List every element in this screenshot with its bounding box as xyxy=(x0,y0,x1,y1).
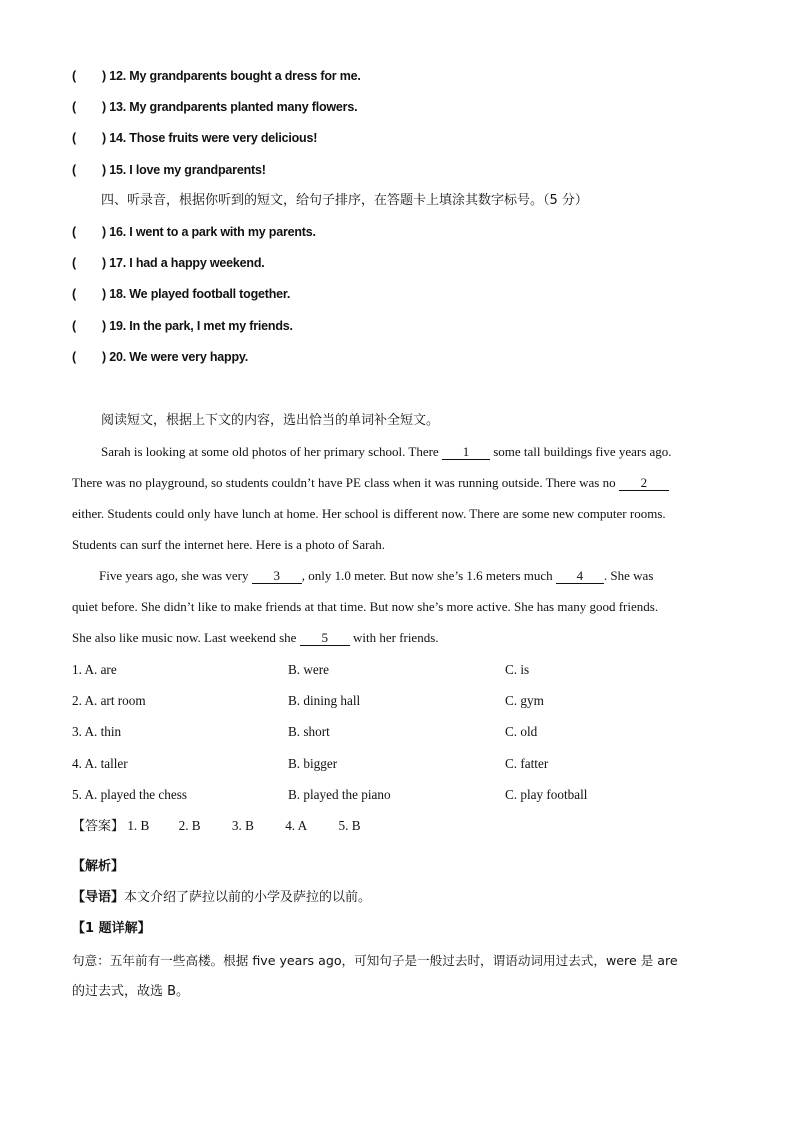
question-text: 16. I went to a park with my parents. xyxy=(109,225,316,239)
option-a: 5. A. played the chess xyxy=(72,787,187,802)
option-b: B. short xyxy=(288,724,330,739)
analysis-label: 【解析】 xyxy=(72,859,125,874)
answer-label: 【答案】 xyxy=(72,819,125,834)
section-4-heading: 四、听录音，根据你听到的短文，给句子排序，在答题卡上填涂其数字标号。（5 分） xyxy=(101,193,588,208)
option-a: 4. A. taller xyxy=(72,756,128,771)
question-12: ( ) 12. My grandparents bought a dress for me. xyxy=(72,69,361,83)
option-b: B. bigger xyxy=(288,756,338,771)
reading-instruction: 阅读短文，根据上下文的内容，选出恰当的单词补全短文。 xyxy=(101,413,440,428)
answer-paren: ( xyxy=(72,100,76,114)
option-b: B. played the piano xyxy=(288,787,391,802)
intro-text: 本文介绍了萨拉以前的小学及萨拉的以前。 xyxy=(124,890,372,905)
answer-paren: ( xyxy=(72,319,76,333)
option-c: C. is xyxy=(505,662,530,677)
passage-line: either. Students could only have lunch at home. Her school is different now. There are some new computer rooms. xyxy=(72,506,666,521)
answer-item: 3. B xyxy=(231,818,254,833)
option-b: B. were xyxy=(288,662,330,677)
option-a: 1. A. are xyxy=(72,662,117,677)
option-a: 3. A. thin xyxy=(72,724,122,739)
intro-label: 【导语】 xyxy=(72,890,125,905)
answer-item: 2. B xyxy=(178,818,201,833)
question-text: 18. We played football together. xyxy=(109,287,291,301)
detail-text: 句意：五年前有一些高楼。根据 five years ago，可知句子是一般过去时，谓语动词用过去式，were 是 are xyxy=(72,953,678,968)
answer-paren: ( xyxy=(72,287,76,301)
answer-row xyxy=(72,818,360,835)
blank-3: 3 xyxy=(252,569,302,584)
answer-item: 1. B xyxy=(127,818,150,833)
answer-paren: ( xyxy=(72,350,76,364)
answer-paren: ( xyxy=(72,225,76,239)
option-c: C. old xyxy=(505,724,538,739)
question-text: 19. In the park, I met my friends. xyxy=(109,319,293,333)
question-18: ( ) 18. We played football together. xyxy=(72,287,291,301)
question-17: ( ) 17. I had a happy weekend. xyxy=(72,256,265,270)
intro-line xyxy=(72,890,371,906)
passage-line: Students can surf the internet here. Here is a photo of Sarah. xyxy=(72,537,385,552)
answer-item: 5. B xyxy=(338,818,361,833)
question-text: 20. We were very happy. xyxy=(109,350,249,364)
question-20: ( ) 20. We were very happy. xyxy=(72,350,249,364)
passage-line: Five years ago, she was very 3 , only 1.0 meter. But now she’s 1.6 meters much 4 . She was xyxy=(99,568,654,583)
answer-paren: ( xyxy=(72,163,76,177)
answer-paren: ( xyxy=(72,69,76,83)
blank-4: 4 xyxy=(556,569,604,584)
option-c: C. gym xyxy=(505,693,544,708)
question-text: 15. I love my grandparents! xyxy=(109,163,266,177)
question-text: 12. My grandparents bought a dress for me. xyxy=(109,69,361,83)
question-text: 14. Those fruits were very delicious! xyxy=(109,131,318,145)
blank-2: 2 xyxy=(619,476,669,491)
answer-paren: ( xyxy=(72,131,76,145)
question-text: 17. I had a happy weekend. xyxy=(109,256,265,270)
passage-line: quiet before. She didn’t like to make friends at that time. But now she’s more active. She has many good friends. xyxy=(72,599,659,614)
answer-paren: ( xyxy=(72,256,76,270)
question-15: ( ) 15. I love my grandparents! xyxy=(72,163,266,177)
passage-line: There was no playground, so students couldn’t have PE class when it was running outside. There was no 2 xyxy=(72,475,669,491)
question-13: ( ) 13. My grandparents planted many flowers. xyxy=(72,100,358,114)
question-text: 13. My grandparents planted many flowers. xyxy=(109,100,358,114)
passage-line: She also like music now. Last weekend she 5 with her friends. xyxy=(72,630,439,645)
question-19: ( ) 19. In the park, I met my friends. xyxy=(72,319,293,333)
blank-5: 5 xyxy=(300,631,350,646)
passage-line: Sarah is looking at some old photos of her primary school. There 1 some tall buildings five years ago. xyxy=(101,444,672,459)
detail-label: 【1 题详解】 xyxy=(72,921,151,936)
question-16: ( ) 16. I went to a park with my parents. xyxy=(72,225,316,239)
option-c: C. play football xyxy=(505,787,588,802)
option-b: B. dining hall xyxy=(288,693,361,708)
question-14: ( ) 14. Those fruits were very delicious! xyxy=(72,131,318,145)
option-a: 2. A. art room xyxy=(72,693,146,708)
option-c: C. fatter xyxy=(505,756,549,771)
blank-1: 1 xyxy=(442,445,490,460)
detail-text: 的过去式，故选 B。 xyxy=(72,984,190,999)
answer-item: 4. A xyxy=(285,818,308,833)
